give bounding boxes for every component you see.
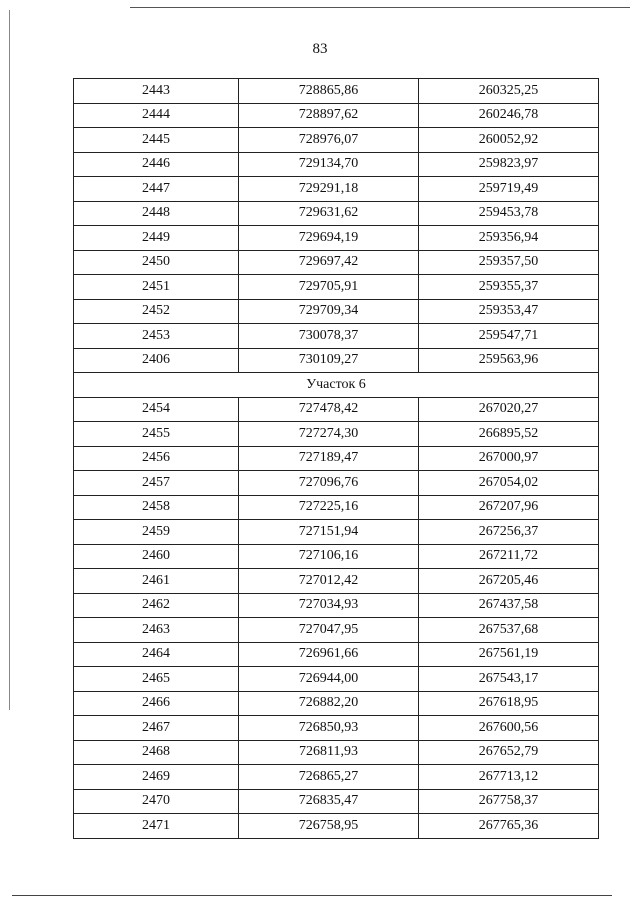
y-coordinate-cell: 267765,36 (419, 814, 599, 839)
point-number-cell: 2451 (74, 275, 239, 300)
x-coordinate-cell: 728897,62 (239, 103, 419, 128)
table-row (74, 152, 599, 177)
y-coordinate-cell: 267000,97 (419, 446, 599, 471)
point-number-cell: 2468 (74, 740, 239, 765)
y-coordinate-cell: 267758,37 (419, 789, 599, 814)
y-coordinate-cell: 267020,27 (419, 397, 599, 422)
x-coordinate-cell: 729705,91 (239, 275, 419, 300)
x-coordinate-cell: 727189,47 (239, 446, 419, 471)
y-coordinate-cell: 259355,37 (419, 275, 599, 300)
table-row (74, 79, 599, 104)
table-row (74, 618, 599, 643)
point-number-cell: 2458 (74, 495, 239, 520)
section-header-row (74, 373, 599, 398)
table-row (74, 446, 599, 471)
x-coordinate-cell: 727047,95 (239, 618, 419, 643)
table-row (74, 520, 599, 545)
y-coordinate-cell: 267713,12 (419, 765, 599, 790)
x-coordinate-cell: 729697,42 (239, 250, 419, 275)
coordinates-table (73, 78, 599, 839)
y-coordinate-cell: 267207,96 (419, 495, 599, 520)
point-number-cell: 2454 (74, 397, 239, 422)
point-number-cell: 2464 (74, 642, 239, 667)
point-number-cell: 2447 (74, 177, 239, 202)
point-number-cell: 2462 (74, 593, 239, 618)
point-number-cell: 2457 (74, 471, 239, 496)
x-coordinate-cell: 728865,86 (239, 79, 419, 104)
y-coordinate-cell: 267537,68 (419, 618, 599, 643)
x-coordinate-cell: 730078,37 (239, 324, 419, 349)
table-row (74, 593, 599, 618)
y-coordinate-cell: 267561,19 (419, 642, 599, 667)
table-row (74, 348, 599, 373)
table-row (74, 250, 599, 275)
table-row (74, 544, 599, 569)
point-number-cell: 2471 (74, 814, 239, 839)
y-coordinate-cell: 267054,02 (419, 471, 599, 496)
y-coordinate-cell: 267205,46 (419, 569, 599, 594)
point-number-cell: 2452 (74, 299, 239, 324)
point-number-cell: 2463 (74, 618, 239, 643)
table-row (74, 789, 599, 814)
point-number-cell: 2467 (74, 716, 239, 741)
x-coordinate-cell: 727106,16 (239, 544, 419, 569)
y-coordinate-cell: 259719,49 (419, 177, 599, 202)
point-number-cell: 2444 (74, 103, 239, 128)
point-number-cell: 2453 (74, 324, 239, 349)
scan-border-bottom (12, 895, 612, 896)
y-coordinate-cell: 259356,94 (419, 226, 599, 251)
table-row (74, 569, 599, 594)
point-number-cell: 2456 (74, 446, 239, 471)
table-row (74, 299, 599, 324)
table-row (74, 201, 599, 226)
table-row (74, 667, 599, 692)
table-row (74, 177, 599, 202)
x-coordinate-cell: 726758,95 (239, 814, 419, 839)
x-coordinate-cell: 726811,93 (239, 740, 419, 765)
y-coordinate-cell: 267652,79 (419, 740, 599, 765)
point-number-cell: 2459 (74, 520, 239, 545)
y-coordinate-cell: 267437,58 (419, 593, 599, 618)
table-row (74, 128, 599, 153)
x-coordinate-cell: 727012,42 (239, 569, 419, 594)
table-row (74, 226, 599, 251)
x-coordinate-cell: 729694,19 (239, 226, 419, 251)
y-coordinate-cell: 266895,52 (419, 422, 599, 447)
y-coordinate-cell: 259563,96 (419, 348, 599, 373)
x-coordinate-cell: 730109,27 (239, 348, 419, 373)
point-number-cell: 2445 (74, 128, 239, 153)
table-row (74, 275, 599, 300)
y-coordinate-cell: 259353,47 (419, 299, 599, 324)
table-row (74, 740, 599, 765)
point-number-cell: 2469 (74, 765, 239, 790)
table-row (74, 471, 599, 496)
x-coordinate-cell: 727151,94 (239, 520, 419, 545)
table-row (74, 642, 599, 667)
point-number-cell: 2465 (74, 667, 239, 692)
y-coordinate-cell: 267543,17 (419, 667, 599, 692)
point-number-cell: 2460 (74, 544, 239, 569)
table-row (74, 814, 599, 839)
y-coordinate-cell: 259823,97 (419, 152, 599, 177)
x-coordinate-cell: 729291,18 (239, 177, 419, 202)
x-coordinate-cell: 726850,93 (239, 716, 419, 741)
y-coordinate-cell: 259547,71 (419, 324, 599, 349)
x-coordinate-cell: 727096,76 (239, 471, 419, 496)
y-coordinate-cell: 267600,56 (419, 716, 599, 741)
y-coordinate-cell: 259453,78 (419, 201, 599, 226)
table-row (74, 397, 599, 422)
y-coordinate-cell: 260052,92 (419, 128, 599, 153)
y-coordinate-cell: 267211,72 (419, 544, 599, 569)
x-coordinate-cell: 726961,66 (239, 642, 419, 667)
x-coordinate-cell: 727274,30 (239, 422, 419, 447)
x-coordinate-cell: 726835,47 (239, 789, 419, 814)
table-row (74, 324, 599, 349)
page-number: 83 (312, 41, 328, 57)
point-number-cell: 2455 (74, 422, 239, 447)
table-row (74, 691, 599, 716)
point-number-cell: 2406 (74, 348, 239, 373)
point-number-cell: 2443 (74, 79, 239, 104)
x-coordinate-cell: 727225,16 (239, 495, 419, 520)
y-coordinate-cell: 267618,95 (419, 691, 599, 716)
scan-border-top (130, 7, 630, 8)
point-number-cell: 2450 (74, 250, 239, 275)
point-number-cell: 2448 (74, 201, 239, 226)
point-number-cell: 2446 (74, 152, 239, 177)
point-number-cell: 2449 (74, 226, 239, 251)
table-row (74, 103, 599, 128)
x-coordinate-cell: 728976,07 (239, 128, 419, 153)
table-row (74, 716, 599, 741)
y-coordinate-cell: 267256,37 (419, 520, 599, 545)
x-coordinate-cell: 729709,34 (239, 299, 419, 324)
table-row (74, 422, 599, 447)
x-coordinate-cell: 729134,70 (239, 152, 419, 177)
x-coordinate-cell: 727034,93 (239, 593, 419, 618)
point-number-cell: 2461 (74, 569, 239, 594)
y-coordinate-cell: 260325,25 (419, 79, 599, 104)
point-number-cell: 2466 (74, 691, 239, 716)
scan-border-left (9, 10, 10, 710)
x-coordinate-cell: 726865,27 (239, 765, 419, 790)
y-coordinate-cell: 259357,50 (419, 250, 599, 275)
x-coordinate-cell: 726944,00 (239, 667, 419, 692)
table-row (74, 765, 599, 790)
point-number-cell: 2470 (74, 789, 239, 814)
y-coordinate-cell: 260246,78 (419, 103, 599, 128)
section-title: Участок 6 (74, 373, 599, 398)
table-row (74, 495, 599, 520)
x-coordinate-cell: 727478,42 (239, 397, 419, 422)
x-coordinate-cell: 726882,20 (239, 691, 419, 716)
x-coordinate-cell: 729631,62 (239, 201, 419, 226)
coordinates-table-body (74, 79, 599, 839)
